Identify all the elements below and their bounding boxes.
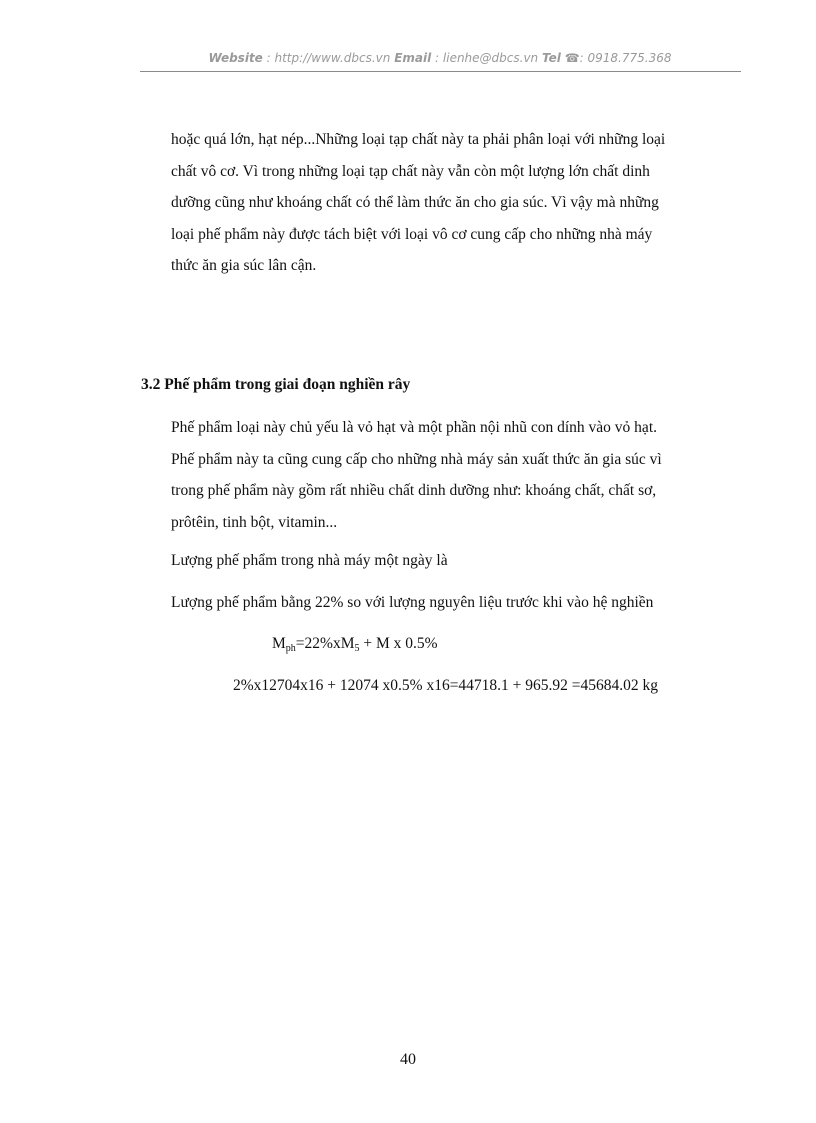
intro-line: loại phế phẩm này được tách biệt với loại vô cơ cung cấp cho những nhà máy — [171, 225, 653, 243]
intro-paragraph — [171, 124, 739, 282]
intro-line: hoặc quá lớn, hạt nép...Những loại tạp chất này ta phải phân loại với những loại — [171, 131, 666, 148]
intro-line: chất vô cơ. Vì trong những loại tạp chất này vẫn còn một lượng lớn chất dinh — [171, 162, 650, 180]
section-line: trong phế phẩm này gồm rất nhiều chất dinh dưỡng như: khoáng chất, chất sơ, — [171, 482, 657, 499]
calculation: 2%x12704x16 + 12074 x0.5% x16=44718.1 + 965.92 =45684.02 kg — [233, 677, 659, 694]
email-value: : lienhe@dbcs.vn — [435, 51, 539, 65]
section-line: Phế phẩm này ta cũng cung cấp cho những nhà máy sản xuất thức ăn gia súc vì — [171, 450, 662, 468]
page-header — [140, 51, 740, 65]
tel-label: Tel — [541, 51, 561, 65]
tel-value: : 0918.775.368 — [579, 51, 672, 65]
intro-line: dưỡng cũng như khoáng chất có thể làm thức ăn cho gia súc. Vì vậy mà những — [171, 194, 659, 211]
page-number: 40 — [400, 1051, 416, 1068]
phone-icon: ☎ — [564, 51, 580, 65]
section-paragraph — [171, 412, 739, 538]
section-heading: 3.2 Phế phẩm trong giai đoạn nghiền rây — [141, 376, 411, 393]
header-rule — [140, 71, 741, 72]
section-line: prôtêin, tinh bột, vitamin... — [171, 513, 338, 531]
formula: $M_{ph}=22\%xM_5 + M$ x 0.5% — [272, 635, 438, 654]
daily-waste-line: Lượng phế phẩm trong nhà máy một ngày là — [171, 552, 448, 569]
intro-line: thức ăn gia súc lân cận. — [171, 257, 317, 274]
website-value: : http://www.dbcs.vn — [266, 51, 391, 65]
waste-ratio-line: Lượng phế phẩm bằng 22% so với lượng nguyên liệu trước khi vào hệ nghiền — [171, 594, 654, 611]
section-line: Phế phẩm loại này chủ yếu là vỏ hạt và một phần nội nhũ con dính vào vỏ hạt. — [171, 419, 657, 436]
email-label: Email — [394, 51, 432, 65]
website-label: Website — [208, 51, 263, 65]
